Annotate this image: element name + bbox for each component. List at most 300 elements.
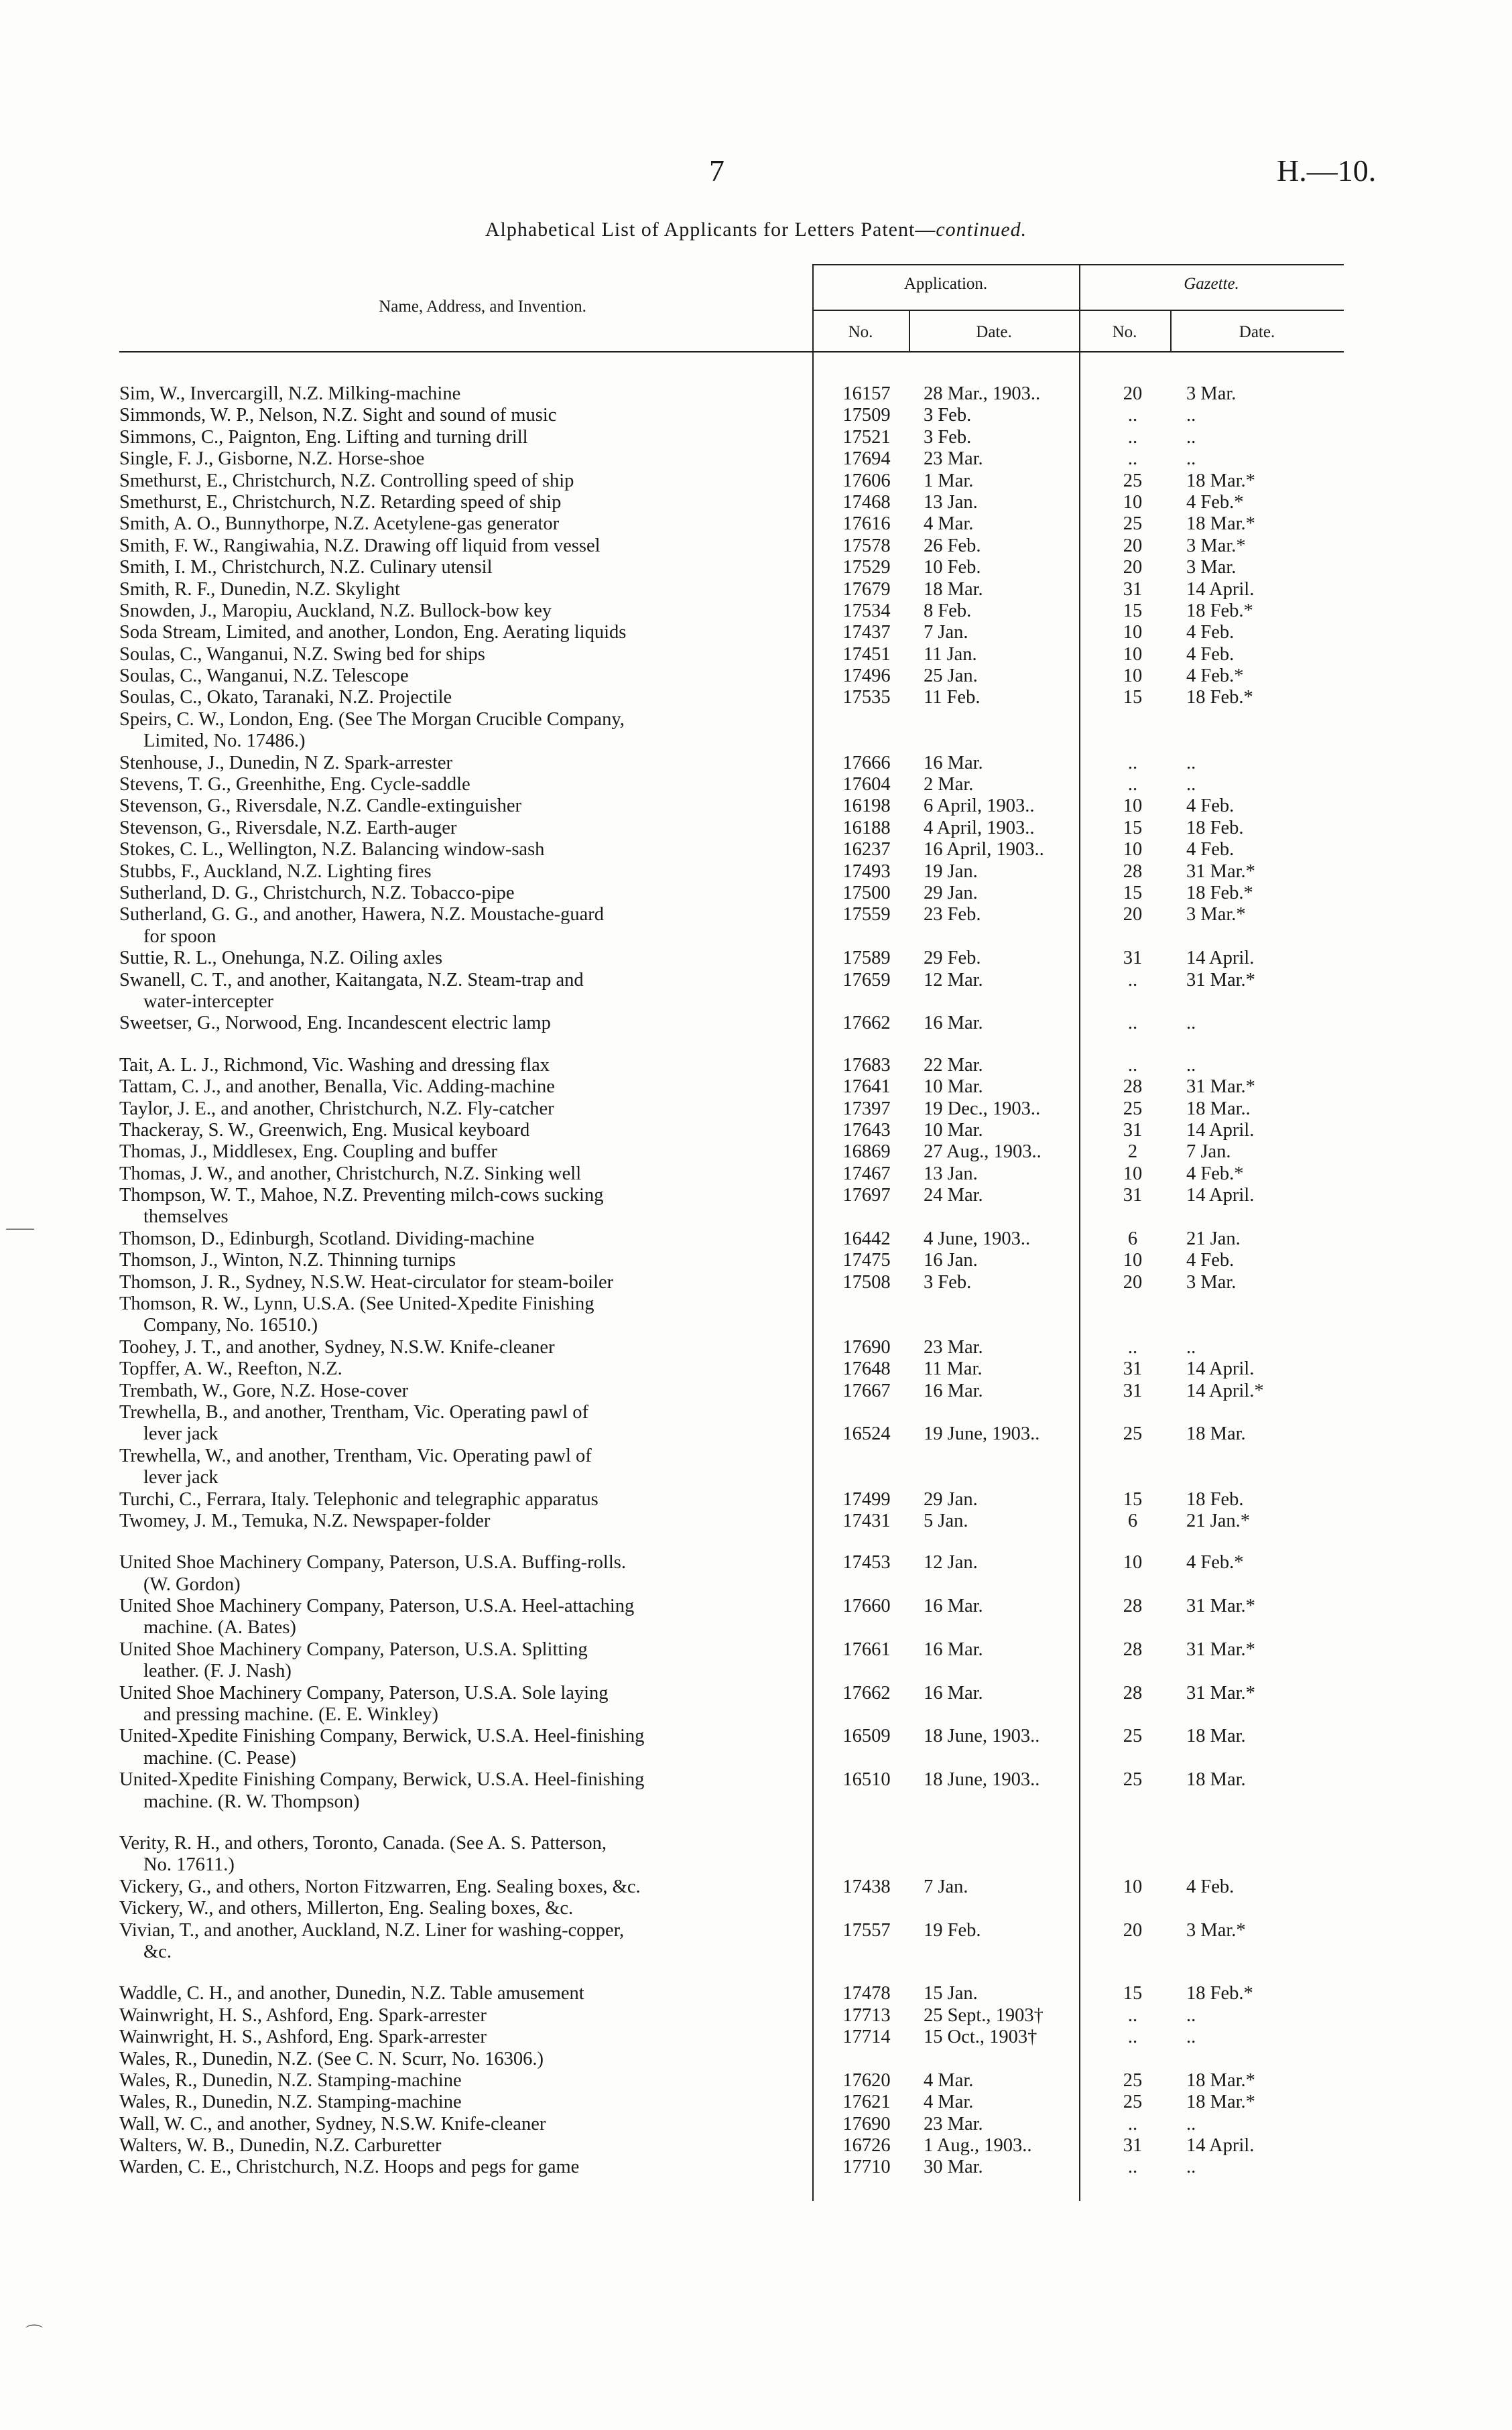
application-date: 16 Mar. (924, 1682, 983, 1704)
table-row (0, 1013, 1512, 1034)
application-date: 12 Jan. (924, 1552, 978, 1574)
gazette-date: 14 April. (1186, 1119, 1255, 1141)
applicant-name: Toohey, J. T., and another, Sydney, N.S.W. Knife-cleaner (119, 1336, 555, 1358)
gazette-date: 18 Feb.* (1186, 687, 1253, 708)
table-row (0, 513, 1512, 535)
applicant-name: Limited, No. 17486.) (143, 730, 306, 752)
application-date: 4 Mar. (924, 2092, 974, 2113)
gazette-date: 14 April. (1186, 2135, 1255, 2157)
application-number: 17662 (842, 1682, 891, 1704)
table-row (0, 1381, 1512, 1402)
header-application: Application. (903, 275, 988, 293)
gazette-date: .. (1186, 1013, 1196, 1034)
application-date: 3 Feb. (924, 426, 972, 448)
applicant-name: Wainwright, H. S., Ashford, Eng. Spark-arrester (119, 2027, 487, 2048)
table-row (0, 2135, 1512, 2157)
application-date: 11 Mar. (924, 1358, 983, 1380)
header-name-column: Name, Address, and Invention. (379, 298, 586, 316)
application-date: 16 April, 1903.. (924, 839, 1044, 860)
application-number: 17438 (842, 1876, 891, 1897)
applicant-name: United Shoe Machinery Company, Paterson, U.S.A. Heel-attaching (119, 1596, 635, 1617)
table-row (0, 839, 1512, 860)
application-number: 17478 (842, 1983, 891, 2004)
gazette-date: 4 Feb. (1186, 795, 1235, 817)
applicant-name: Verity, R. H., and others, Toronto, Canada. (See A. S. Patterson, (119, 1833, 607, 1854)
gazette-date: .. (1186, 2004, 1196, 2026)
gazette-date: 18 Mar. (1186, 1423, 1246, 1445)
applicant-name: and pressing machine. (E. E. Winkley) (143, 1704, 438, 1726)
margin-mark-2: ⌒ (25, 2324, 44, 2344)
application-number: 16509 (842, 1726, 891, 1747)
gazette-date: .. (1186, 1336, 1196, 1358)
applicant-name: Thomson, J., Winton, N.Z. Thinning turnips (119, 1250, 456, 1271)
table-row (0, 2027, 1512, 2048)
gazette-date: 3 Mar. (1186, 557, 1237, 578)
applicant-name: Trewhella, W., and another, Trentham, Vic. Operating pawl of (119, 1445, 592, 1466)
table-row (0, 1898, 1512, 1919)
application-date: 18 Mar. (924, 578, 983, 600)
applicant-name: United-Xpedite Finishing Company, Berwick, U.S.A. Heel-finishing (119, 1769, 645, 1791)
application-date: 6 April, 1903.. (924, 795, 1035, 817)
applicant-name: Smethurst, E., Christchurch, N.Z. Controlling speed of ship (119, 470, 574, 491)
application-date: 24 Mar. (924, 1185, 983, 1206)
gazette-date: 18 Feb.* (1186, 882, 1253, 903)
application-date: 1 Aug., 1903.. (924, 2135, 1032, 2157)
table-row (0, 1272, 1512, 1293)
application-date: 12 Mar. (924, 969, 983, 990)
applicant-name: Turchi, C., Ferrara, Italy. Telephonic and telegraphic apparatus (119, 1488, 598, 1510)
application-number: 17468 (842, 491, 891, 513)
table-row (0, 1920, 1512, 1941)
table-row (0, 1726, 1512, 1747)
gazette-number: 15 (1123, 1983, 1143, 2004)
gazette-number: 10 (1123, 491, 1143, 513)
application-date: 19 June, 1903.. (924, 1423, 1040, 1445)
table-row (0, 1098, 1512, 1120)
gazette-number: 25 (1123, 1726, 1143, 1747)
application-date: 5 Jan. (924, 1510, 968, 1531)
gazette-number: 10 (1123, 1163, 1143, 1184)
applicant-name: lever jack (143, 1423, 218, 1445)
table-row (0, 1467, 1512, 1488)
table-row (0, 1163, 1512, 1185)
gazette-date: .. (1186, 2157, 1196, 2178)
applicant-name: Taylor, J. E., and another, Christchurch, N.Z. Fly-catcher (119, 1098, 554, 1119)
table-row (0, 492, 1512, 513)
gazette-number: .. (1127, 426, 1138, 448)
applicant-name: Sweetser, G., Norwood, Eng. Incandescent electric lamp (119, 1013, 551, 1034)
application-date: 1 Mar. (924, 470, 974, 491)
gazette-number: 15 (1123, 817, 1143, 838)
application-date: 10 Feb. (924, 557, 981, 578)
gazette-number: 20 (1123, 535, 1143, 556)
table-row (0, 470, 1512, 492)
applicant-name: Stokes, C. L., Wellington, N.Z. Balancing window-sash (119, 839, 545, 860)
gazette-date: 3 Mar.* (1186, 1919, 1246, 1941)
application-number: 16510 (842, 1769, 891, 1791)
applicant-name: Speirs, C. W., London, Eng. (See The Morgan Crucible Company, (119, 708, 625, 730)
application-number: 16188 (842, 817, 891, 838)
table-row (0, 2005, 1512, 2027)
application-number: 17604 (842, 774, 891, 795)
header-gaz-date: Date. (1239, 323, 1275, 341)
applicant-name: leather. (F. J. Nash) (143, 1661, 292, 1682)
applicant-name: Wainwright, H. S., Ashford, Eng. Spark-arrester (119, 2004, 487, 2026)
application-date: 10 Mar. (924, 1076, 983, 1098)
applicant-name: Warden, C. E., Christchurch, N.Z. Hoops and pegs for game (119, 2157, 580, 2178)
gazette-date: 31 Mar.* (1186, 969, 1255, 990)
table-row (0, 818, 1512, 839)
gazette-date: 31 Mar.* (1186, 1076, 1255, 1098)
gazette-date: 18 Mar. (1186, 1726, 1246, 1747)
application-number: 17694 (842, 448, 891, 470)
table-row (0, 1489, 1512, 1511)
applicant-name: Simmons, C., Paignton, Eng. Lifting and turning drill (119, 426, 528, 448)
gazette-number: 25 (1123, 513, 1143, 535)
application-number: 17453 (842, 1552, 891, 1574)
applicant-name: Wales, R., Dunedin, N.Z. Stamping-machine (119, 2069, 462, 2091)
gazette-number: .. (1127, 2157, 1138, 2178)
applicant-name: Walters, W. B., Dunedin, N.Z. Carburetter (119, 2135, 442, 2157)
application-number: 16726 (842, 2135, 891, 2157)
table-row (0, 861, 1512, 883)
table-row (0, 687, 1512, 708)
application-number: 17557 (842, 1919, 891, 1941)
gazette-date: 4 Feb. (1186, 622, 1235, 643)
applicant-name: Smith, R. F., Dunedin, N.Z. Skylight (119, 578, 400, 600)
gazette-number: 28 (1123, 1596, 1143, 1617)
applicant-name: Trewhella, B., and another, Trentham, Vic. Operating pawl of (119, 1401, 589, 1423)
application-date: 15 Jan. (924, 1983, 978, 2004)
application-number: 17710 (842, 2157, 891, 2178)
application-date: 23 Feb. (924, 904, 981, 925)
application-date: 19 Feb. (924, 1919, 981, 1941)
application-date: 16 Mar. (924, 752, 983, 773)
application-number: 17606 (842, 470, 891, 491)
table-row (0, 1833, 1512, 1854)
gazette-date: .. (1186, 2027, 1196, 2048)
gazette-number: 6 (1127, 1228, 1138, 1249)
table-row (0, 926, 1512, 948)
application-number: 17431 (842, 1510, 891, 1531)
table-row (0, 2049, 1512, 2070)
applicant-name: Swanell, C. T., and another, Kaitangata, N.Z. Steam-trap and (119, 969, 584, 990)
gazette-date: 31 Mar.* (1186, 860, 1255, 882)
applicant-name: Single, F. J., Gisborne, N.Z. Horse-shoe (119, 448, 425, 470)
application-number: 17493 (842, 860, 891, 882)
table-row (0, 1511, 1512, 1532)
application-date: 29 Feb. (924, 948, 981, 969)
applicant-name: &c. (143, 1941, 172, 1962)
application-number: 17616 (842, 513, 891, 535)
header-gaz-no: No. (1112, 323, 1137, 341)
table-row (0, 1854, 1512, 1876)
table-row (0, 2157, 1512, 2178)
application-number: 16198 (842, 795, 891, 817)
applicant-name: Soulas, C., Wanganui, N.Z. Swing bed for ships (119, 643, 485, 665)
gazette-date: 18 Mar.. (1186, 1098, 1251, 1119)
application-number: 17621 (842, 2092, 891, 2113)
table-row (0, 1704, 1512, 1726)
section-gap (0, 1963, 1512, 1983)
gazette-number: 25 (1123, 1098, 1143, 1119)
application-number: 17397 (842, 1098, 891, 1119)
application-number: 17661 (842, 1639, 891, 1660)
applicant-name: Wales, R., Dunedin, N.Z. (See C. N. Scurr, No. 16306.) (119, 2048, 544, 2069)
applicant-name: Thomas, J., Middlesex, Eng. Coupling and buffer (119, 1141, 497, 1163)
gazette-number: 28 (1123, 860, 1143, 882)
application-date: 25 Sept., 1903† (924, 2004, 1044, 2026)
application-number: 17451 (842, 643, 891, 665)
table-row (0, 1446, 1512, 1467)
table-row (0, 405, 1512, 426)
applicant-name: No. 17611.) (143, 1854, 235, 1876)
application-date: 15 Oct., 1903† (924, 2027, 1037, 2048)
page-title (0, 218, 1512, 241)
applicant-name: Vivian, T., and another, Auckland, N.Z. Liner for washing-copper, (119, 1919, 625, 1941)
application-number: 17662 (842, 1013, 891, 1034)
gazette-date: 18 Mar.* (1186, 2092, 1255, 2113)
application-date: 29 Jan. (924, 882, 978, 903)
gazette-number: 25 (1123, 1423, 1143, 1445)
gazette-date: 4 Feb.* (1186, 491, 1244, 513)
application-number: 17666 (842, 752, 891, 773)
gazette-date: 14 April. (1186, 1358, 1255, 1380)
applicant-name: Smethurst, E., Christchurch, N.Z. Retarding speed of ship (119, 491, 562, 513)
gazette-number: .. (1127, 774, 1138, 795)
application-date: 4 June, 1903.. (924, 1228, 1031, 1249)
applicant-name: Topffer, A. W., Reefton, N.Z. (119, 1358, 342, 1380)
table-row (0, 1596, 1512, 1617)
application-date: 23 Mar. (924, 2113, 983, 2134)
application-date: 27 Aug., 1903.. (924, 1141, 1042, 1163)
application-number: 17641 (842, 1076, 891, 1098)
applicant-name: Smith, F. W., Rangiwahia, N.Z. Drawing off liquid from vessel (119, 535, 601, 556)
applicant-name: Thomson, D., Edinburgh, Scotland. Dividing-machine (119, 1228, 535, 1249)
gazette-number: 15 (1123, 600, 1143, 621)
gazette-date: 31 Mar.* (1186, 1639, 1255, 1660)
applicant-name: Vickery, W., and others, Millerton, Eng. Sealing boxes, &c. (119, 1898, 574, 1919)
table-row (0, 644, 1512, 665)
table-row (0, 448, 1512, 470)
application-number: 16524 (842, 1423, 891, 1445)
gazette-number: .. (1127, 752, 1138, 773)
gazette-number: 28 (1123, 1076, 1143, 1098)
application-date: 8 Feb. (924, 600, 972, 621)
application-number: 17697 (842, 1185, 891, 1206)
table-row (0, 1293, 1512, 1315)
gazette-number: 15 (1123, 882, 1143, 903)
gazette-number: 28 (1123, 1639, 1143, 1660)
applicant-name: (W. Gordon) (143, 1574, 241, 1595)
gazette-date: 4 Feb. (1186, 839, 1235, 860)
header-gazette: Gazette. (1184, 275, 1239, 293)
gazette-date: 14 April.* (1186, 1380, 1264, 1401)
application-date: 18 June, 1903.. (924, 1726, 1040, 1747)
gazette-number: 10 (1123, 643, 1143, 665)
applicant-name: Sutherland, G. G., and another, Hawera, N.Z. Moustache-guard (119, 904, 605, 925)
gazette-date: 4 Feb. (1186, 643, 1235, 665)
table-row (0, 1185, 1512, 1206)
header-mid-rule (812, 310, 1344, 311)
section-gap (0, 1532, 1512, 1552)
applicant-name: machine. (A. Bates) (143, 1617, 296, 1639)
applicant-name: machine. (C. Pease) (143, 1747, 296, 1769)
gazette-number: .. (1127, 1336, 1138, 1358)
applicant-name: for spoon (143, 925, 216, 947)
applicant-name: Soda Stream, Limited, and another, London, Eng. Aerating liquids (119, 622, 627, 643)
gazette-number: 20 (1123, 1271, 1143, 1293)
table-row (0, 774, 1512, 795)
applicant-name: Sim, W., Invercargill, N.Z. Milking-machine (119, 383, 461, 404)
gazette-date: 18 Feb. (1186, 1488, 1244, 1510)
table-row (0, 2070, 1512, 2092)
table-row (0, 1941, 1512, 1963)
application-date: 16 Mar. (924, 1013, 983, 1034)
gazette-number: 31 (1123, 1380, 1143, 1401)
application-date: 16 Jan. (924, 1250, 978, 1271)
table-row (0, 1876, 1512, 1898)
application-date: 11 Feb. (924, 687, 981, 708)
gazette-number: 20 (1123, 557, 1143, 578)
table-row (0, 970, 1512, 991)
application-number: 17529 (842, 557, 891, 578)
applicant-name: Smith, I. M., Christchurch, N.Z. Culinary utensil (119, 557, 493, 578)
gazette-number: .. (1127, 2004, 1138, 2026)
table-row (0, 1574, 1512, 1596)
application-date: 4 April, 1903.. (924, 817, 1035, 838)
gazette-date: 18 Mar.* (1186, 2069, 1255, 2091)
application-number: 17659 (842, 969, 891, 990)
application-number: 17535 (842, 687, 891, 708)
title-main: Alphabetical List of Applicants for Letters Patent— (485, 218, 936, 241)
application-number: 17509 (842, 405, 891, 426)
gazette-number: 10 (1123, 1876, 1143, 1897)
gazette-date: 14 April. (1186, 1185, 1255, 1206)
table-row (0, 579, 1512, 600)
table-row (0, 1076, 1512, 1098)
gazette-number: 2 (1127, 1141, 1138, 1163)
application-date: 22 Mar. (924, 1054, 983, 1076)
application-number: 16237 (842, 839, 891, 860)
application-date: 2 Mar. (924, 774, 974, 795)
application-number: 16442 (842, 1228, 891, 1249)
application-date: 16 Mar. (924, 1596, 983, 1617)
table-row (0, 730, 1512, 752)
gazette-date: .. (1186, 405, 1196, 426)
application-number: 17683 (842, 1054, 891, 1076)
gazette-number: .. (1127, 1013, 1138, 1034)
gazette-number: .. (1127, 969, 1138, 990)
gazette-number: 31 (1123, 948, 1143, 969)
table-row (0, 991, 1512, 1013)
page-reference: H.—10. (1277, 153, 1377, 188)
applicant-name: Wales, R., Dunedin, N.Z. Stamping-machine (119, 2092, 462, 2113)
gazette-date: .. (1186, 1054, 1196, 1076)
gazette-date: 4 Feb. (1186, 1250, 1235, 1271)
gazette-date: .. (1186, 426, 1196, 448)
gazette-number: 10 (1123, 665, 1143, 687)
application-date: 16 Mar. (924, 1639, 983, 1660)
gazette-date: 4 Feb. (1186, 1876, 1235, 1897)
applicant-name: Thomson, J. R., Sydney, N.S.W. Heat-circulator for steam-boiler (119, 1271, 614, 1293)
applicant-name: Stevens, T. G., Greenhithe, Eng. Cycle-saddle (119, 774, 470, 795)
applicant-name: Stevenson, G., Riversdale, N.Z. Candle-extinguisher (119, 795, 521, 817)
applicant-name: Trembath, W., Gore, N.Z. Hose-cover (119, 1380, 409, 1401)
application-number: 17713 (842, 2004, 891, 2026)
application-date: 19 Dec., 1903.. (924, 1098, 1041, 1119)
gazette-date: 18 Feb.* (1186, 1983, 1253, 2004)
applicant-name: Thomas, J. W., and another, Christchurch, N.Z. Sinking well (119, 1163, 582, 1184)
gazette-number: 20 (1123, 904, 1143, 925)
application-date: 13 Jan. (924, 1163, 978, 1184)
gazette-number: 25 (1123, 2092, 1143, 2113)
gazette-date: 18 Feb.* (1186, 600, 1253, 621)
table-row (0, 1423, 1512, 1445)
section-gap (0, 1035, 1512, 1055)
gazette-number: 15 (1123, 687, 1143, 708)
gazette-date: .. (1186, 774, 1196, 795)
application-number: 17559 (842, 904, 891, 925)
table-row (0, 427, 1512, 448)
application-number: 16157 (842, 383, 891, 404)
applicant-name: lever jack (143, 1467, 218, 1488)
applicant-name: United Shoe Machinery Company, Paterson, U.S.A. Sole laying (119, 1682, 609, 1704)
gazette-number: .. (1127, 448, 1138, 470)
application-date: 11 Jan. (924, 643, 977, 665)
application-number: 17714 (842, 2027, 891, 2048)
applicant-name: water-intercepter (143, 990, 274, 1012)
header-app-no: No. (848, 323, 873, 341)
table-row (0, 1337, 1512, 1358)
gazette-number: 31 (1123, 578, 1143, 600)
applicant-name: Twomey, J. M., Temuka, N.Z. Newspaper-folder (119, 1510, 491, 1531)
applicant-name: Snowden, J., Maropiu, Auckland, N.Z. Bullock-bow key (119, 600, 552, 621)
gazette-number: 15 (1123, 1488, 1143, 1510)
table-row (0, 1120, 1512, 1141)
gazette-number: 31 (1123, 1185, 1143, 1206)
application-date: 18 June, 1903.. (924, 1769, 1040, 1791)
applicant-name: Vickery, G., and others, Norton Fitzwarren, Eng. Sealing boxes, &c. (119, 1876, 641, 1897)
application-date: 10 Mar. (924, 1119, 983, 1141)
table-row (0, 1206, 1512, 1228)
application-number: 17496 (842, 665, 891, 687)
gazette-number: 25 (1123, 470, 1143, 491)
table-row (0, 1055, 1512, 1076)
table-row (0, 1315, 1512, 1336)
gazette-number: 31 (1123, 1119, 1143, 1141)
application-date: 7 Jan. (924, 622, 968, 643)
application-date: 26 Feb. (924, 535, 981, 556)
table-row (0, 795, 1512, 817)
applicant-name: Company, No. 16510.) (143, 1315, 318, 1336)
table-row (0, 535, 1512, 557)
application-number: 17643 (842, 1119, 891, 1141)
application-date: 13 Jan. (924, 491, 978, 513)
table-row (0, 1402, 1512, 1423)
gazette-number: 25 (1123, 1769, 1143, 1791)
gazette-number: 10 (1123, 1250, 1143, 1271)
application-number: 17648 (842, 1358, 891, 1380)
table-row (0, 1983, 1512, 2004)
gazette-date: 14 April. (1186, 948, 1255, 969)
application-date: 19 Jan. (924, 860, 978, 882)
application-number: 17475 (842, 1250, 891, 1271)
application-date: 4 Mar. (924, 513, 974, 535)
applicant-name: Wall, W. C., and another, Sydney, N.S.W. Knife-cleaner (119, 2113, 546, 2134)
applicant-name: Tait, A. L. J., Richmond, Vic. Washing and dressing flax (119, 1054, 550, 1076)
gazette-date: 31 Mar.* (1186, 1596, 1255, 1617)
